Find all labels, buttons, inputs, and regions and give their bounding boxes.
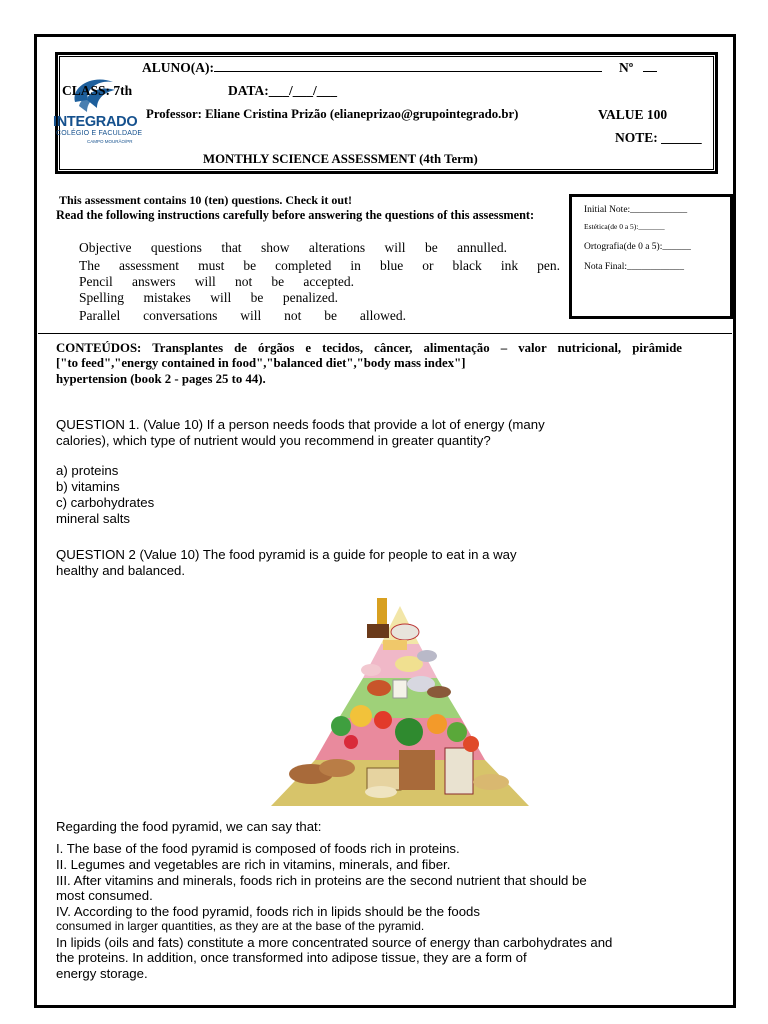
instruction-3 bbox=[79, 274, 354, 290]
instruction-1-text: Objective questions that show alterations will be annulled. bbox=[79, 240, 507, 255]
numero-field[interactable] bbox=[619, 60, 657, 76]
intro-line-2: Read the following instructions carefully before answering the questions of this assessment: bbox=[56, 208, 535, 222]
note-field[interactable]: NOTE: ______ bbox=[615, 130, 702, 145]
section-divider bbox=[38, 333, 732, 334]
conteudos-line-2: ["to feed","energy contained in food","balanced diet","body mass index"] bbox=[56, 356, 466, 370]
conteudos-line-3: hypertension (book 2 - pages 25 to 44). bbox=[56, 372, 266, 386]
ortografia-field[interactable]: Ortografia(de 0 a 5):______ bbox=[584, 242, 691, 252]
statement-5-end: energy storage. bbox=[56, 966, 148, 981]
statement-5: In lipids (oils and fats) constitute a more concentrated source of energy than carbohydrates and bbox=[56, 935, 613, 950]
question-2-line-1: QUESTION 2 (Value 10) The food pyramid is a guide for people to eat in a way bbox=[56, 547, 517, 562]
instruction-2-text: The assessment must be completed in blue or black ink pen. bbox=[79, 258, 560, 273]
question-2-regarding: Regarding the food pyramid, we can say that: bbox=[56, 819, 322, 834]
question-1-line-1: QUESTION 1. (Value 10) If a person needs foods that provide a lot of energy (many bbox=[56, 417, 545, 432]
question-1-option-c[interactable]: c) carbohydrates bbox=[56, 495, 155, 510]
instruction-4-text: Spelling mistakes will be penalized. bbox=[79, 290, 338, 305]
statement-1: I. The base of the food pyramid is composed of foods rich in proteins. bbox=[56, 841, 460, 856]
instruction-4 bbox=[79, 290, 338, 306]
conteudos-line-1: CONTEÚDOS: Transplantes de órgãos e tecidos, câncer, alimentação – valor nutricional, pirâmide bbox=[56, 341, 682, 355]
numero-blank bbox=[643, 60, 657, 72]
initial-note-field[interactable]: Initial Note:____________ bbox=[584, 205, 688, 215]
statement-3: III. After vitamins and minerals, foods rich in proteins are the second nutrient that should be bbox=[56, 873, 587, 888]
statement-3-cont: most consumed. bbox=[56, 888, 153, 903]
question-2-line-2: healthy and balanced. bbox=[56, 563, 186, 578]
instruction-2 bbox=[79, 258, 560, 274]
question-1-option-a[interactable]: a) proteins bbox=[56, 463, 119, 478]
logo-city: CAMPO MOURÃO/PR bbox=[87, 139, 133, 144]
professor-label: Professor: Eliane Cristina Prizão (elianeprizao@grupointegrado.br) bbox=[146, 107, 519, 121]
aluno-field[interactable] bbox=[142, 60, 602, 76]
nota-final-field[interactable]: Nota Final:____________ bbox=[584, 262, 685, 272]
logo-name: INTEGRADO bbox=[53, 114, 138, 130]
food-pyramid-image bbox=[271, 592, 529, 808]
instruction-1 bbox=[79, 240, 507, 256]
question-1-line-2: calories), which type of nutrient would you recommend in greater quantity? bbox=[56, 433, 491, 448]
logo-subtitle: COLÉGIO E FACULDADE bbox=[56, 130, 143, 137]
date-field[interactable]: DATA:___/___/___ bbox=[228, 83, 337, 98]
aluno-blank bbox=[214, 60, 602, 72]
statement-4: IV. According to the food pyramid, foods rich in lipids should be the foods bbox=[56, 904, 480, 919]
estetica-field[interactable]: Estética(de 0 a 5):_______ bbox=[584, 222, 665, 231]
statement-2: II. Legumes and vegetables are rich in vitamins, minerals, and fiber. bbox=[56, 857, 451, 872]
instruction-5 bbox=[79, 308, 406, 324]
assessment-title: MONTHLY SCIENCE ASSESSMENT (4th Term) bbox=[203, 152, 478, 166]
value-label: VALUE 100 bbox=[598, 107, 668, 122]
aluno-label: ALUNO(A): bbox=[142, 60, 214, 75]
statement-4-cont: consumed in larger quantities, as they are at the base of the pyramid. bbox=[56, 919, 425, 933]
intro-line-1: This assessment contains 10 (ten) questions. Check it out! bbox=[59, 193, 353, 207]
question-1-option-b[interactable]: b) vitamins bbox=[56, 479, 120, 494]
numero-label: Nº bbox=[619, 60, 634, 75]
instruction-5-text: Parallel conversations will not be allowed. bbox=[79, 308, 406, 323]
question-1-option-d[interactable]: mineral salts bbox=[56, 511, 131, 526]
class-label: CLASS: 7th bbox=[62, 83, 133, 98]
instruction-3-text: Pencil answers will not be accepted. bbox=[79, 274, 354, 289]
statement-5-cont: the proteins. In addition, once transformed into adipose tissue, they are a form of bbox=[56, 950, 527, 965]
